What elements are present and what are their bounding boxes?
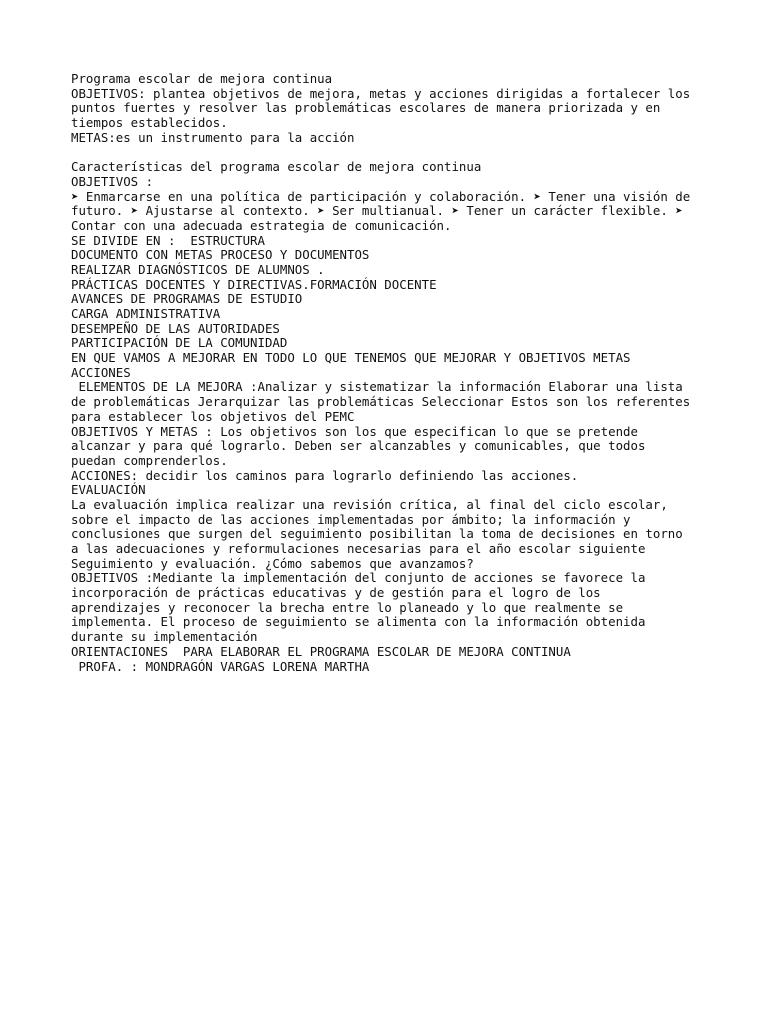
text-line: ➤ Enmarcarse en una política de participación y colaboración. ➤ Tener una visión de <box>71 188 691 204</box>
text-line: DESEMPEÑO DE LAS AUTORIDADES <box>71 320 280 336</box>
text-line: incorporación de prácticas educativas y de gestión para el logro de los <box>71 585 601 601</box>
text-line: OBJETIVOS : <box>71 173 154 189</box>
body-block <box>71 160 711 674</box>
text-line: PARTICIPACIÓN DE LA COMUNIDAD <box>71 335 288 351</box>
text-line: EN QUE VAMOS A MEJORAR EN TODO LO QUE TENEMOS QUE MEJORAR Y OBJETIVOS METAS <box>71 350 631 366</box>
intro-block <box>71 72 711 145</box>
text-line: sobre el impacto de las acciones implementadas por ámbito; la información y <box>71 511 631 527</box>
text-line: Contar con una adecuada estrategia de comunicación. <box>71 217 452 233</box>
document-page <box>71 72 711 674</box>
text-line: ACCIONES <box>71 364 131 380</box>
text-line: ORIENTACIONES PARA ELABORAR EL PROGRAMA ESCOLAR DE MEJORA CONTINUA <box>71 643 571 659</box>
text-line: La evaluación implica realizar una revisión crítica, al final del ciclo escolar, <box>71 496 668 512</box>
text-line: ELEMENTOS DE LA MEJORA :Analizar y sistematizar la información Elaborar una lista <box>71 379 683 395</box>
text-line: de problemáticas Jerarquizar las problemáticas Seleccionar Estos son los referentes <box>71 394 691 410</box>
text-line: OBJETIVOS Y METAS : Los objetivos son los que especifican lo que se pretende <box>71 423 638 439</box>
section-heading-line: Características del programa escolar de mejora continua <box>71 159 482 175</box>
document-title-line: Programa escolar de mejora continua <box>71 71 333 86</box>
blank-line <box>71 145 711 160</box>
text-line: DOCUMENTO CON METAS PROCESO Y DOCUMENTOS <box>71 247 370 263</box>
text-line: REALIZAR DIAGNÓSTICOS DE ALUMNOS . <box>71 261 325 277</box>
text-line: implementa. El proceso de seguimiento se alimenta con la información obtenida <box>71 614 646 630</box>
text-line: OBJETIVOS: plantea objetivos de mejora, metas y acciones dirigidas a fortalecer los <box>71 85 691 101</box>
text-line: OBJETIVOS :Mediante la implementación del conjunto de acciones se favorece la <box>71 570 646 586</box>
text-line: alcanzar y para qué lograrlo. Deben ser alcanzables y comunicables, que todos <box>71 438 646 454</box>
text-line: futuro. ➤ Ajustarse al contexto. ➤ Ser multianual. ➤ Tener un carácter flexible. ➤ <box>71 203 683 219</box>
text-line: CARGA ADMINISTRATIVA <box>71 306 221 321</box>
text-line: a las adecuaciones y reformulaciones necesarias para el año escolar siguiente <box>71 541 646 556</box>
text-line: puntos fuertes y resolver las problemáticas escolares de manera priorizada y en <box>71 100 661 116</box>
text-line: PRÁCTICAS DOCENTES Y DIRECTIVAS.FORMACIÓN DOCENTE <box>71 276 437 292</box>
text-line: ACCIONES: decidir los caminos para lograrlo definiendo las acciones. <box>71 467 579 483</box>
text-line: tiempos establecidos. <box>71 115 228 131</box>
text-line: SE DIVIDE EN : ESTRUCTURA <box>71 232 265 248</box>
text-line: puedan comprenderlos. <box>71 452 228 468</box>
text-line: AVANCES DE PROGRAMAS DE ESTUDIO <box>71 291 303 307</box>
text-line: aprendizajes y reconocer la brecha entre lo planeado y lo que realmente se <box>71 599 624 615</box>
text-line: durante su implementación <box>71 629 258 645</box>
text-line: EVALUACIÓN <box>71 482 146 498</box>
author-line: PROFA. : MONDRAGÓN VARGAS LORENA MARTHA <box>71 658 370 674</box>
text-line: Seguimiento y evaluación. ¿Cómo sabemos que avanzamos? <box>71 555 474 571</box>
text-line: METAS:es un instrumento para la acción <box>71 129 355 145</box>
text-line: para establecer los objetivos del PEMC <box>71 408 355 424</box>
text-line: conclusiones que surgen del seguimiento posibilitan la toma de decisiones en torno <box>71 526 683 542</box>
